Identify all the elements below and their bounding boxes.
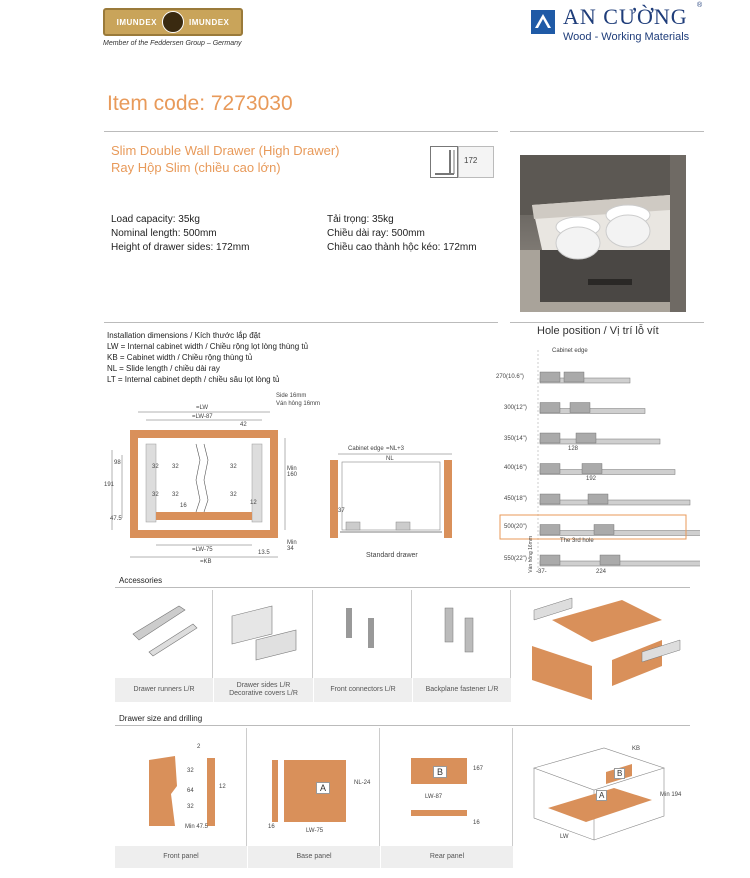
rear-caption: Rear panel [429,853,465,860]
spec-line: Tải trọng: 35kg [327,214,394,225]
accessory-backplane-fastener [413,590,511,702]
rail-bracket [540,494,560,504]
spec-line: Height of drawer sides: 172mm [111,242,250,253]
installation-front-diagram [100,400,300,570]
product-title-en: Slim Double Wall Drawer (High Drawer) [111,143,340,158]
rail-bracket [576,433,596,443]
rear-lw: LW-87 [425,794,443,800]
front-dim-2: 2 [197,744,201,750]
brand-sub: Wood - Working Materials [563,31,690,43]
hole-cabinet-edge: Cabinet edge [552,348,588,354]
product-title-vi: Ray Hộp Slim (chiều cao lớn) [111,160,281,175]
size-iso-view [514,728,690,868]
base-lw: LW-75 [306,828,324,834]
dim-42: 42 [240,422,247,428]
hole-row-label: 500(20") [504,524,527,530]
iso-lw: LW [560,834,569,840]
installation-title: Installation dimensions / Kích thước lắp đặt [107,331,261,340]
legend-line: LW = Internal cabinet width / Chiều rộng lọt lòng thùng tủ [107,342,309,351]
spec-line: Chiều dài ray: 500mm [327,228,425,239]
iso-min: Min 194 [660,792,682,798]
dim-47-5: 47.5 [110,516,122,522]
dim-128: 128 [568,446,579,452]
nl-plus-label: =NL+3 [386,446,405,452]
rail-bracket [564,372,584,382]
dim-191: 191 [104,482,115,488]
divider [115,587,690,588]
rail-bracket [540,464,560,474]
rail-bracket [582,464,602,474]
side-note-en: Side 16mm [276,393,307,399]
front-dim-64: 64 [187,788,194,794]
iso-kb: KB [632,746,641,752]
slide-rail [540,531,700,536]
nl-label: NL [386,456,394,462]
iso-letter-a: A [596,790,607,801]
accessories-strip [115,590,690,702]
cabinet-edge-label: Cabinet edge [348,446,384,452]
rail-bracket [540,372,560,382]
third-hole-note: The 3rd hole [560,538,594,544]
imundex-logo [103,8,243,36]
side-note-vi: Ván hông 16mm [276,401,321,407]
accessories-title: Accessories [119,576,163,585]
specs-en [111,213,249,255]
divider [104,131,498,132]
base-lt: NL-24 [354,780,371,786]
divider [104,322,498,323]
dim-lw87: =LW-87 [192,414,213,420]
front-dim-12: 12 [219,784,226,790]
divider [510,131,704,132]
dim-32: 32 [152,492,159,498]
rail-bracket [540,433,560,443]
an-cuong-logo-icon [531,10,555,34]
dim-98: 98 [114,460,121,466]
rail-bracket [600,555,620,565]
spec-line: Load capacity: 35kg [111,214,200,225]
dim-min34: Min 34 [287,540,297,552]
front-caption: Front panel [163,853,199,860]
size-rear-panel [381,728,513,868]
installation-legend [107,330,308,385]
specs-vi [327,213,477,255]
front-min: Min 47.5 [185,824,209,830]
accessory-drawer-sides [214,590,313,702]
dim-32: 32 [172,464,179,470]
slide-rail [540,470,675,475]
dim-13-5: 13.5 [258,550,270,556]
hole-position-title: Hole position / Vị trí lỗ vít [537,325,659,337]
base-letter: A [316,782,330,794]
rear-letter: B [433,766,447,778]
hole-position-diagram [490,342,700,582]
size-base-panel [248,728,380,868]
dim-192: 192 [586,476,597,482]
hole-row-label: 350(14") [504,436,527,442]
hole-row-label: 270(10.6") [496,374,524,380]
hole-side-note: Ván hông 16mm [528,536,534,573]
rail-bracket [540,403,560,413]
dim-lw75: =LW-75 [192,547,213,553]
legend-line: LT = Internal cabinet depth / chiều sâu lọt lòng tủ [107,375,280,384]
imundex-left: IMUNDEX [116,17,157,27]
dim-16: 16 [180,503,187,509]
iso-letter-b: B [614,768,625,779]
spec-line: Nominal length: 500mm [111,228,217,239]
hole-row-label: 400(16") [504,465,527,471]
dim-lw: =LW [196,405,209,411]
spec-line: Chiều cao thành hộc kéo: 172mm [327,242,477,253]
dim-32: 32 [230,464,237,470]
brand-name: AN CƯỜNG [563,4,688,29]
legend-line: KB = Cabinet width / Chiều rộng thùng tủ [107,353,253,362]
height-badge-value: 172 [464,156,478,165]
sizes-strip [115,728,690,868]
accessory-label-2: Decorative covers L/R [229,690,298,697]
size-front-panel [115,728,247,868]
rail-bracket [540,525,560,535]
standard-drawer-label: Standard drawer [366,552,418,559]
imundex-seal-icon [162,11,184,33]
accessory-exploded-view [512,590,690,702]
hole-row-label: 550(22") [504,556,527,562]
standard-drawer-diagram [326,440,466,570]
accessory-front-connectors [314,590,412,702]
dim-37-hole: -37- [536,569,547,575]
item-code: Item code: 7273030 [107,92,293,115]
dim-32: 32 [172,492,179,498]
accessory-label: Backplane fastener L/R [425,686,499,693]
dim-32: 32 [152,464,159,470]
hole-row-label: 300(12") [504,405,527,411]
sizes-title: Drawer size and drilling [119,714,203,723]
dim-224: 224 [596,569,607,575]
rail-bracket [570,403,590,413]
front-dim-32: 32 [187,804,194,810]
accessory-label: Front connectors L/R [330,686,396,693]
rail-bracket [594,525,614,535]
slide-rail [540,500,690,505]
legend-line: NL = Slide length / chiều dài ray [107,364,220,373]
rear-d167: 167 [473,766,484,772]
accessory-label: Drawer runners L/R [133,686,195,693]
base-caption: Base panel [296,853,332,860]
member-text: Member of the Feddersen Group – Germany [103,40,242,47]
rear-d16: 16 [473,820,480,826]
accessory-drawer-runners [115,590,213,702]
product-photo [520,155,686,312]
height-badge [430,146,494,178]
rail-bracket [540,555,560,565]
divider [510,322,704,323]
hole-row-label: 450(18") [504,496,527,502]
rail-bracket [588,494,608,504]
dim-min160: Min 160 [287,466,298,478]
front-dim-32: 32 [187,768,194,774]
dim-32: 32 [230,492,237,498]
dim-kb: =KB [200,559,212,565]
brand-reg: ® [697,2,703,9]
imundex-right: IMUNDEX [189,17,230,27]
base-d16: 16 [268,824,275,830]
divider [115,725,690,726]
dim-37: 37 [338,508,345,514]
dim-12: 12 [250,500,257,506]
accessory-label: Drawer sides L/R [236,682,291,689]
